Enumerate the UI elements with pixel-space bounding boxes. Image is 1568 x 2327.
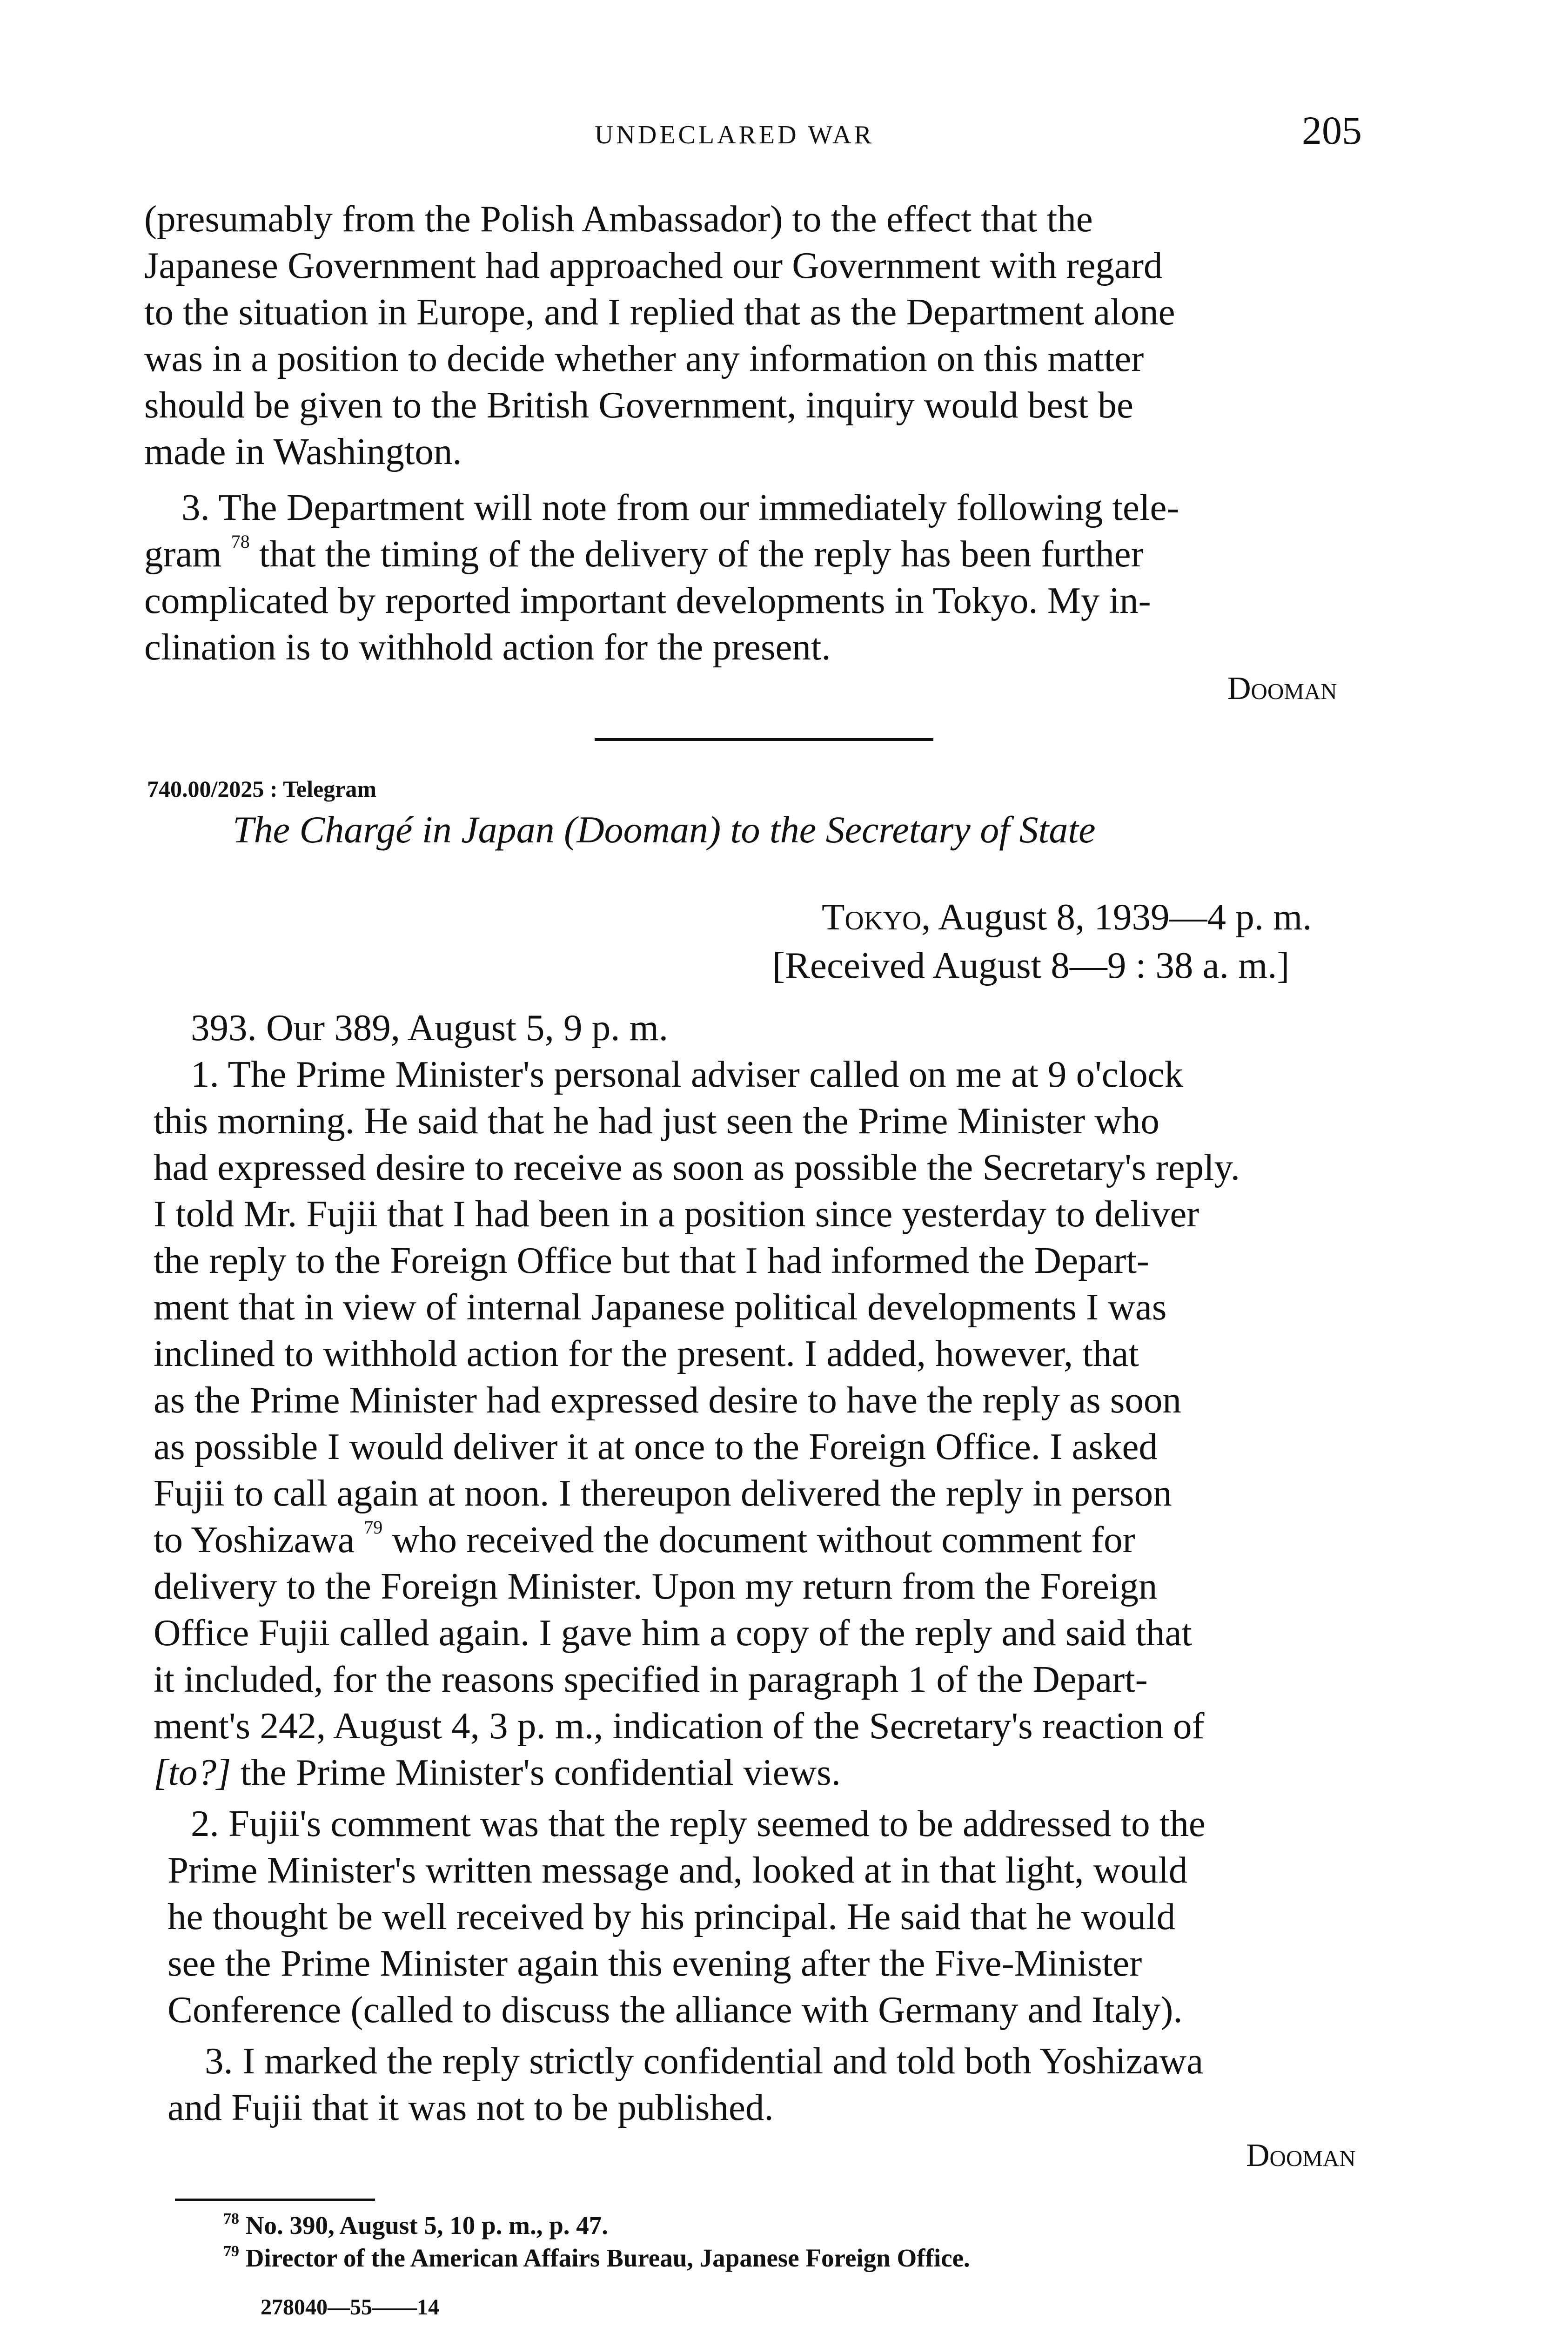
text-line xyxy=(154,1516,1135,1563)
text-line: see the Prime Minister again this evening after the Five-Minister xyxy=(168,1942,1142,1984)
text-line xyxy=(144,531,1144,577)
signature: Dooman xyxy=(1227,671,1337,706)
text-fragment: the Prime Minister's confidential views. xyxy=(231,1751,841,1793)
text-line: Office Fujii called again. I gave him a copy of the reply and said that xyxy=(154,1612,1193,1654)
document-address: The Chargé in Japan (Dooman) to the Secretary of State xyxy=(233,808,1096,851)
text-fragment: to Yoshizawa xyxy=(154,1519,355,1560)
text-line: should be given to the British Government, inquiry would best be xyxy=(144,384,1133,426)
text-line: as the Prime Minister had expressed desire to have the reply as soon xyxy=(154,1379,1181,1421)
text-line: had expressed desire to receive as soon as possible the Secretary's reply. xyxy=(154,1146,1240,1188)
text-line: the reply to the Foreign Office but that I had informed the Depart- xyxy=(154,1239,1149,1281)
text-line: it included, for the reasons specified in paragraph 1 of the Depart- xyxy=(154,1658,1148,1700)
text-line: ment's 242, August 4, 3 p. m., indication of the Secretary's reaction of xyxy=(154,1705,1205,1747)
text-fragment: who received the document without comment for xyxy=(382,1519,1135,1560)
text-line: 3. I marked the reply strictly confidential and told both Yoshizawa xyxy=(205,2040,1204,2082)
text-line: clination is to withhold action for the present. xyxy=(144,626,831,668)
footnote-divider xyxy=(175,2199,375,2201)
text-line xyxy=(154,1749,841,1796)
footnote-ref: 79 xyxy=(364,1517,383,1538)
text-line: 393. Our 389, August 5, 9 p. m. xyxy=(191,1007,669,1049)
text-line: Prime Minister's written message and, looked at in that light, would xyxy=(168,1849,1188,1891)
footnote xyxy=(223,2243,970,2273)
footnote-mark: 79 xyxy=(223,2243,239,2260)
footnote-ref: 78 xyxy=(231,531,250,552)
text-line: Fujii to call again at noon. I thereupon delivered the reply in person xyxy=(154,1472,1172,1514)
signature: Dooman xyxy=(1246,2138,1356,2173)
text-line: delivery to the Foreign Minister. Upon my return from the Foreign xyxy=(154,1565,1158,1607)
editorial-insertion: [to?] xyxy=(154,1751,231,1793)
text-fragment: that the timing of the delivery of the reply has been further xyxy=(249,533,1144,575)
footnote-mark: 78 xyxy=(223,2210,239,2227)
text-line: 2. Fujii's comment was that the reply seemed to be addressed to the xyxy=(191,1802,1206,1844)
footnote-text: No. 390, August 5, 10 p. m., p. 47. xyxy=(245,2211,609,2240)
section-divider xyxy=(595,738,933,741)
text-line: Conference (called to discuss the alliance with Germany and Italy). xyxy=(168,1989,1183,2031)
page-number: 205 xyxy=(1302,108,1362,153)
file-reference: 740.00/2025 : Telegram xyxy=(147,776,377,802)
dateline xyxy=(822,894,1312,940)
text-line: he thought be well received by his principal. He said that he would xyxy=(168,1896,1176,1937)
text-line: 1. The Prime Minister's personal adviser called on me at 9 o'clock xyxy=(191,1053,1184,1095)
running-header: UNDECLARED WAR xyxy=(595,121,874,149)
text-line: this morning. He said that he had just seen the Prime Minister who xyxy=(154,1100,1159,1142)
text-line: was in a position to decide whether any information on this matter xyxy=(144,337,1144,379)
text-line: and Fujii that it was not to be published. xyxy=(168,2086,774,2128)
footnote-text: Director of the American Affairs Bureau, Japanese Foreign Office. xyxy=(245,2244,970,2272)
text-line: ment that in view of internal Japanese political developments I was xyxy=(154,1286,1167,1328)
text-line: inclined to withhold action for the present. I added, however, that xyxy=(154,1332,1139,1374)
date: , August 8, 1939—4 p. m. xyxy=(921,896,1312,938)
text-fragment: gram xyxy=(144,533,222,575)
place: Tokyo xyxy=(822,896,922,938)
print-code: 278040—55——14 xyxy=(261,2295,439,2320)
received-line: [Received August 8—9 : 38 a. m.] xyxy=(772,944,1290,986)
text-line: complicated by reported important developments in Tokyo. My in- xyxy=(144,579,1151,621)
footnote xyxy=(223,2211,608,2240)
text-line: 3. The Department will note from our immediately following tele- xyxy=(181,486,1179,528)
text-line: to the situation in Europe, and I replied that as the Department alone xyxy=(144,291,1175,333)
text-line: made in Washington. xyxy=(144,430,462,472)
text-line: (presumably from the Polish Ambassador) to the effect that the xyxy=(144,198,1093,240)
text-line: Japanese Government had approached our Government with regard xyxy=(144,244,1163,286)
text-line: as possible I would deliver it at once to the Foreign Office. I asked xyxy=(154,1426,1158,1467)
text-line: I told Mr. Fujii that I had been in a position since yesterday to deliver xyxy=(154,1193,1199,1235)
